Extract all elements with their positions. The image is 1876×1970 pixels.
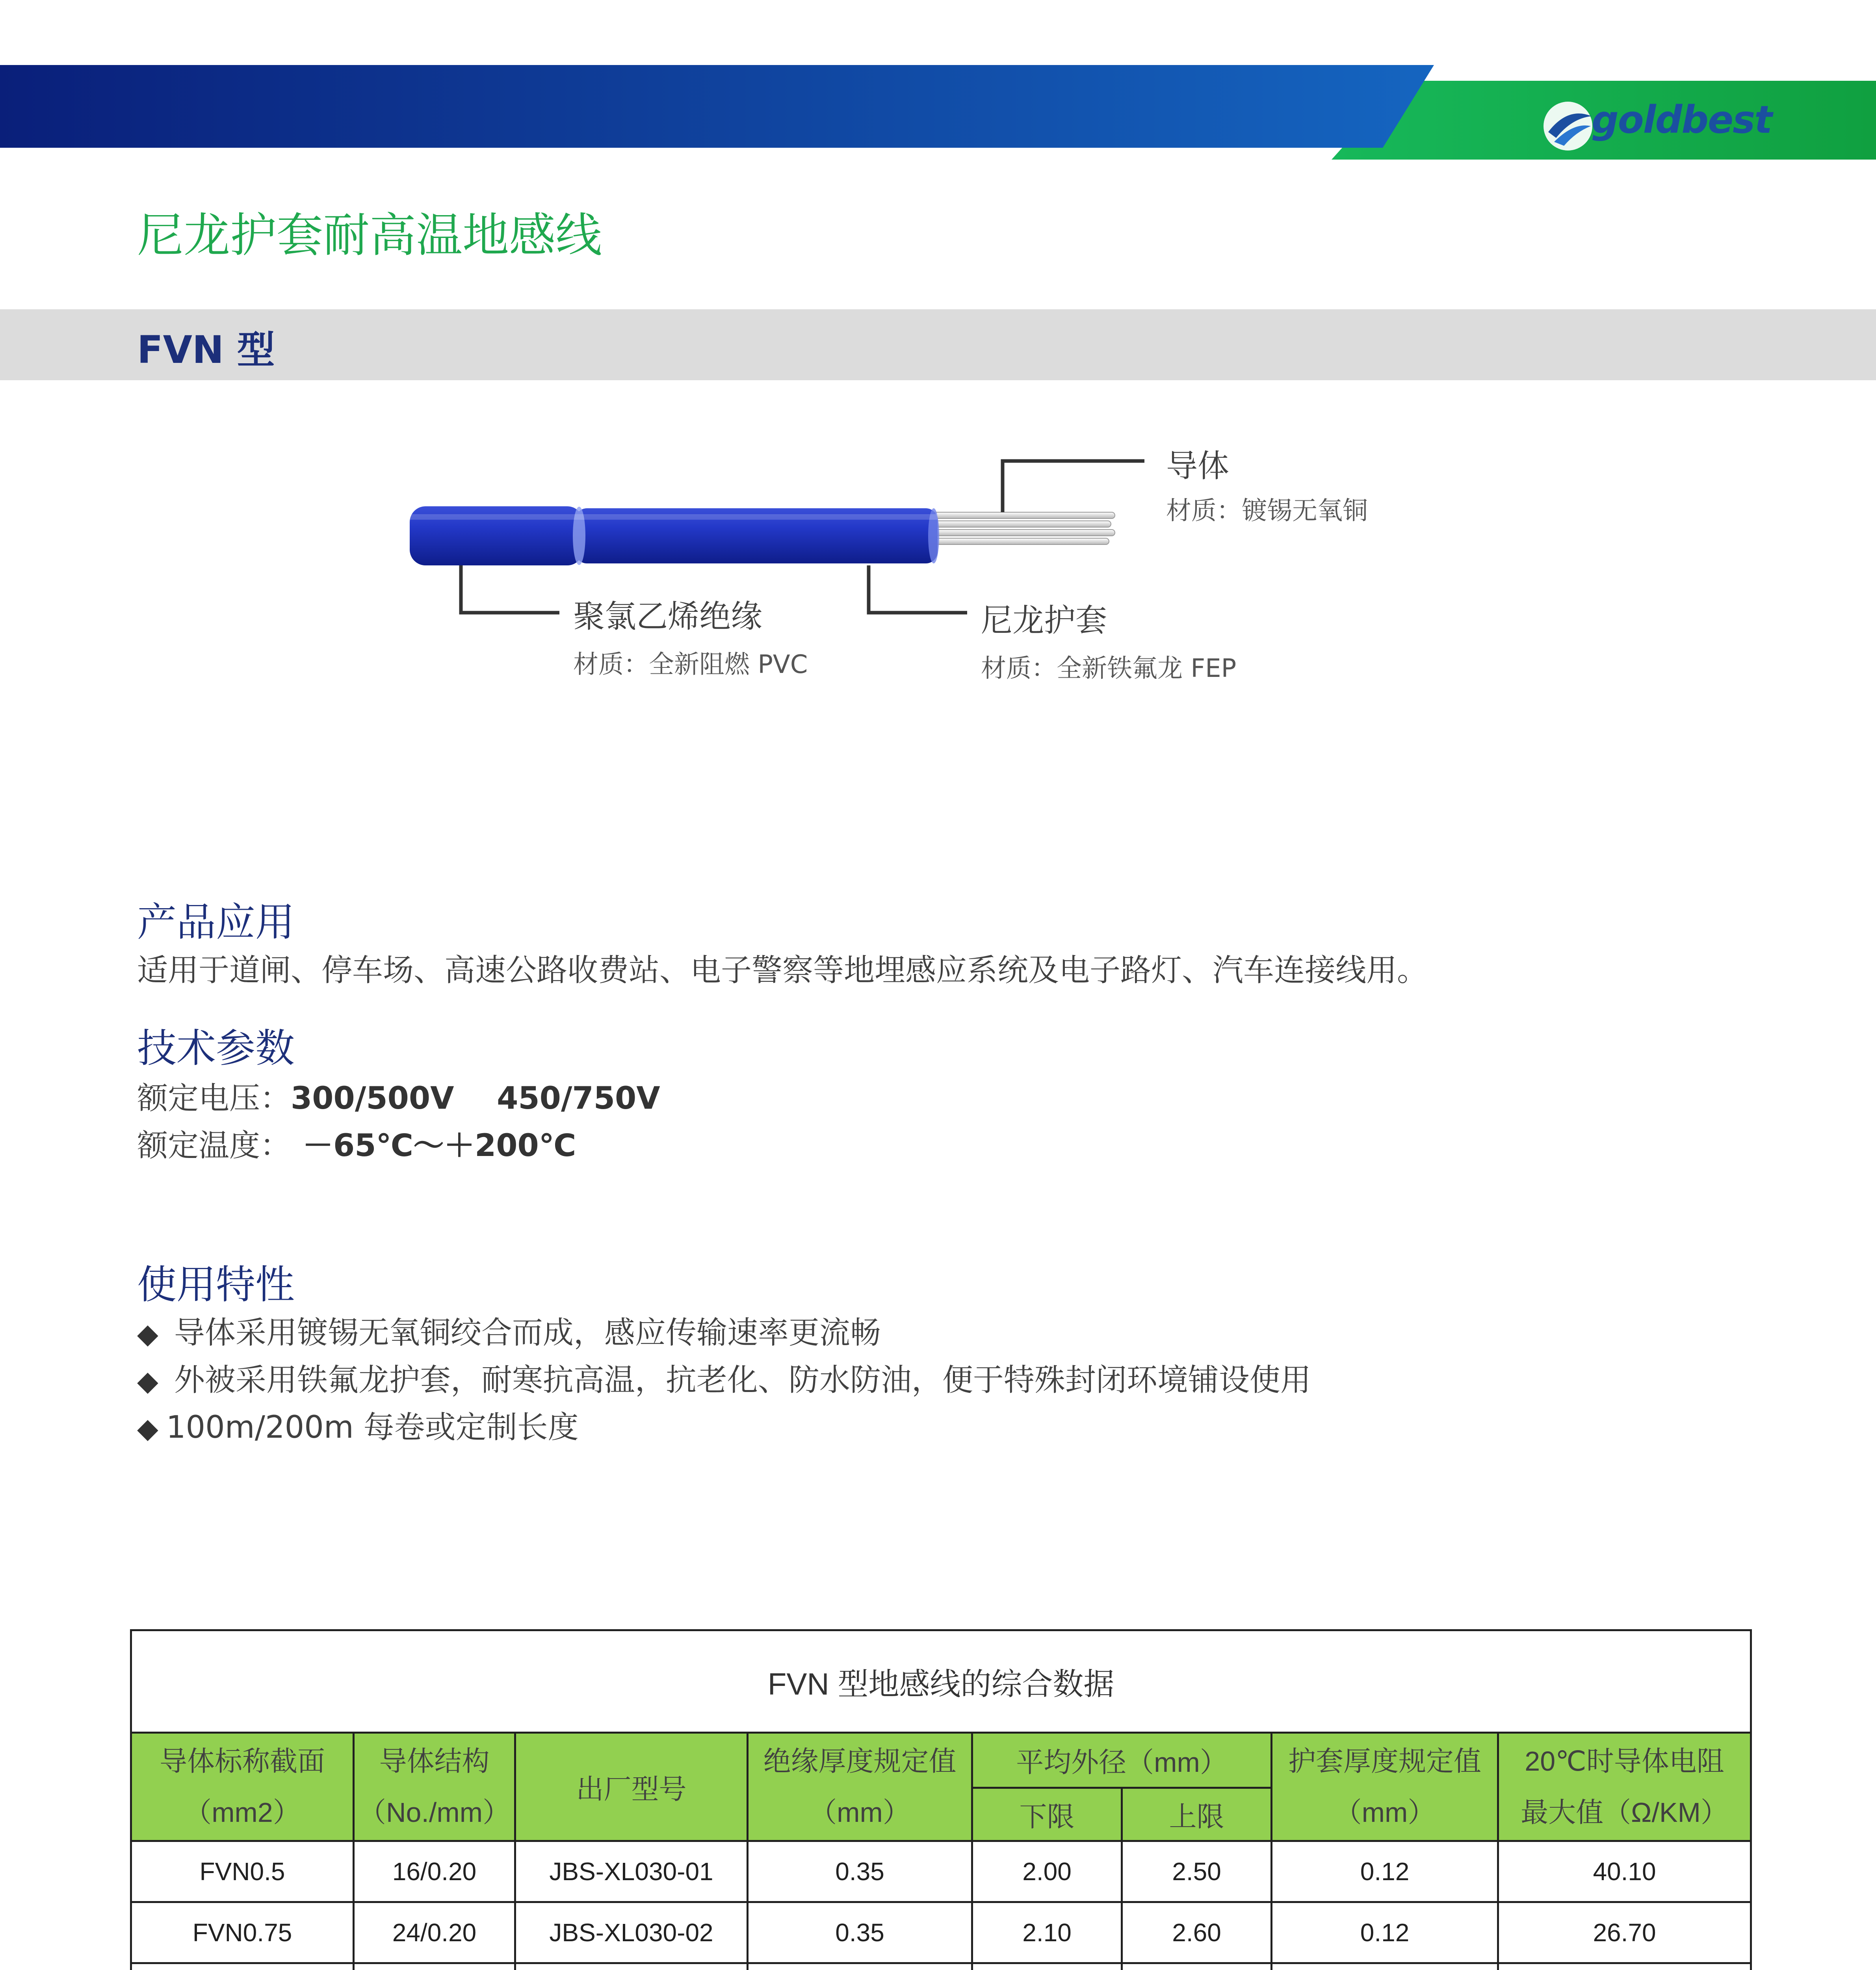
header-structure: 导体结构 （No./mm） xyxy=(354,1733,515,1841)
feature-text: 导体采用镀锡无氧铜绞合而成，感应传输速率更流畅 xyxy=(174,1315,881,1351)
table-cell: 0.12 xyxy=(1272,1902,1498,1963)
table-cell xyxy=(131,1963,354,1970)
voltage-label: 额定电压： xyxy=(137,1081,291,1116)
feature-item xyxy=(137,1355,1311,1399)
table-cell: JBS-XL030-02 xyxy=(515,1902,748,1963)
tech-title: 技术参数 xyxy=(137,1025,295,1071)
table-cell: FVN0.5 xyxy=(131,1841,354,1902)
table-cell: 2.10 xyxy=(972,1902,1122,1963)
logo-globe-icon xyxy=(1540,95,1596,158)
table-cell xyxy=(354,1963,515,1970)
conductor-label: 导体 xyxy=(1166,448,1229,484)
banner-blue-band xyxy=(0,65,1434,148)
header-cross-section: 导体标称截面 （mm2） xyxy=(131,1733,354,1841)
table-cell: JBS-XL030-01 xyxy=(515,1841,748,1902)
model-bar xyxy=(0,309,1876,380)
voltage-value: 300/500V 450/750V xyxy=(291,1081,660,1116)
table-row xyxy=(131,1841,1751,1902)
table-cell xyxy=(748,1963,972,1970)
page-title: 尼龙护套耐高温地感线 xyxy=(137,208,602,262)
spec-table-wrapper xyxy=(130,1629,1750,1970)
table-cell xyxy=(1122,1963,1272,1970)
temperature-label: 额定温度： xyxy=(137,1128,291,1163)
table-cell: 2.60 xyxy=(1122,1902,1272,1963)
header-outer-diameter: 平均外径（mm） xyxy=(972,1733,1272,1788)
voltage-row xyxy=(137,1074,660,1118)
header-upper-limit: 上限 xyxy=(1122,1788,1272,1841)
application-text: 适用于道闸、停车场、高速公路收费站、电子警察等地埋感应系统及电子路灯、汽车连接线用。 xyxy=(137,953,1428,988)
table-caption: FVN 型地感线的综合数据 xyxy=(131,1630,1751,1733)
table-row xyxy=(131,1902,1751,1963)
temperature-row xyxy=(137,1121,576,1165)
spec-table xyxy=(130,1629,1752,1970)
table-cell: 0.12 xyxy=(1272,1841,1498,1902)
callout-conductor-line xyxy=(1003,461,1144,512)
header-resistance: 20℃时导体电阻 最大值（Ω/KM） xyxy=(1498,1733,1751,1841)
table-cell xyxy=(972,1963,1122,1970)
table-cell: 2.50 xyxy=(1122,1841,1272,1902)
table-cell xyxy=(515,1963,748,1970)
table-cell xyxy=(1498,1963,1751,1970)
table-cell: 2.00 xyxy=(972,1841,1122,1902)
table-row xyxy=(131,1963,1751,1970)
table-cell: 24/0.20 xyxy=(354,1902,515,1963)
logo-wordmark: goldbest xyxy=(1592,98,1772,142)
insulation-label: 聚氯乙烯绝缘 xyxy=(573,598,762,635)
bullet-diamond-icon: ◆ xyxy=(137,1365,158,1397)
table-cell: 26.70 xyxy=(1498,1902,1751,1963)
conductor-material: 材质：镀锡无氧铜 xyxy=(1166,496,1368,526)
features-title: 使用特性 xyxy=(137,1262,295,1308)
bullet-diamond-icon: ◆ xyxy=(137,1318,158,1350)
conductor-strands xyxy=(930,512,1115,545)
callout-sheath-line xyxy=(869,565,967,613)
application-title: 产品应用 xyxy=(137,899,295,945)
table-cell: 0.35 xyxy=(748,1841,972,1902)
header-sheath-thickness: 护套厚度规定值 （mm） xyxy=(1272,1733,1498,1841)
table-cell: FVN0.75 xyxy=(131,1902,354,1963)
model-label: FVN 型 xyxy=(137,328,275,372)
sheath-label: 尼龙护套 xyxy=(981,602,1107,639)
temperature-value: －65℃～＋200℃ xyxy=(303,1128,576,1163)
table-cell: 0.35 xyxy=(748,1902,972,1963)
table-cell: 16/0.20 xyxy=(354,1841,515,1902)
brand-logo xyxy=(1540,87,1772,158)
table-cell: 40.10 xyxy=(1498,1841,1751,1902)
feature-item xyxy=(137,1308,881,1352)
bullet-diamond-icon: ◆ xyxy=(137,1412,158,1444)
header-model: 出厂型号 xyxy=(515,1733,748,1841)
feature-text: 外被采用铁氟龙护套，耐寒抗高温，抗老化、防水防油，便于特殊封闭环境铺设使用 xyxy=(174,1362,1311,1398)
header-lower-limit: 下限 xyxy=(972,1788,1122,1841)
table-cell xyxy=(1272,1963,1498,1970)
feature-item xyxy=(137,1403,579,1447)
header-insulation-thickness: 绝缘厚度规定值 （mm） xyxy=(748,1733,972,1841)
insulation-material: 材质：全新阻燃 PVC xyxy=(573,650,808,679)
cable-diagram xyxy=(394,433,1458,709)
callout-insulation-line xyxy=(461,565,559,613)
sheath-material: 材质：全新铁氟龙 FEP xyxy=(981,654,1237,683)
feature-text: 100m/200m 每卷或定制长度 xyxy=(166,1410,579,1445)
